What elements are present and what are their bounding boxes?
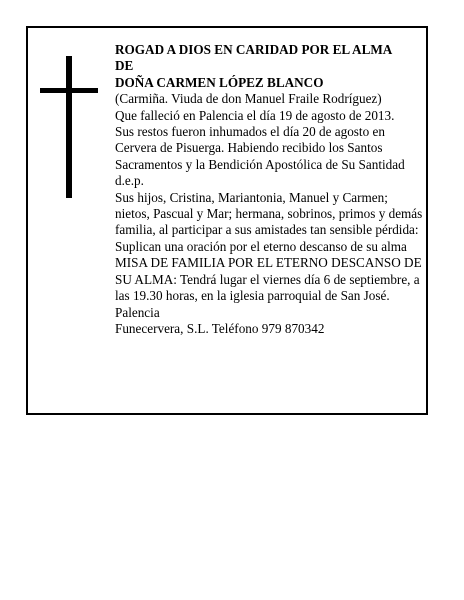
prayer-request: Suplican una oración por el eterno descanso de su alma: [115, 238, 407, 254]
funeral-home-contact: Funecervera, S.L. Teléfono 979 870342: [115, 320, 325, 336]
deceased-nickname-and-widow-note: (Carmiña. Viuda de don Manuel Fraile Rodríguez): [115, 91, 382, 107]
obituary-notice-frame: [26, 26, 428, 415]
deceased-name: DOÑA CARMEN LÓPEZ BLANCO: [115, 74, 324, 90]
latin-cross-icon: [40, 56, 98, 198]
notice-heading-line-1: ROGAD A DIOS EN CARIDAD POR EL ALMA: [115, 42, 393, 57]
family-announcement: Sus hijos, Cristina, Mariantonia, Manuel y Carmen; nietos, Pascual y Mar; hermana, sobrinos, primos y demás familia, al participar a sus amistades tan sensible pérdida:: [115, 189, 423, 238]
death-date-and-place: Que falleció en Palencia el día 19 de agosto de 2013.: [115, 107, 395, 123]
memorial-mass-details: MISA DE FAMILIA POR EL ETERNO DESCANSO DE SU ALMA: Tendrá lugar el viernes día 6 de septiembre, a las 19.30 horas, en la iglesia parroquial de San José. Palencia: [115, 255, 422, 320]
obituary-text: [115, 42, 423, 337]
notice-heading-line-2: DE: [115, 58, 134, 74]
cross-horizontal-bar: [40, 88, 98, 93]
burial-and-sacraments: Sus restos fueron inhumados el día 20 de agosto en Cervera de Pisuerga. Habiendo recibido los Santos Sacramentos y la Bendición Apostólica de Su Santidad d.e.p.: [115, 124, 405, 189]
cross-vertical-bar: [66, 56, 72, 198]
